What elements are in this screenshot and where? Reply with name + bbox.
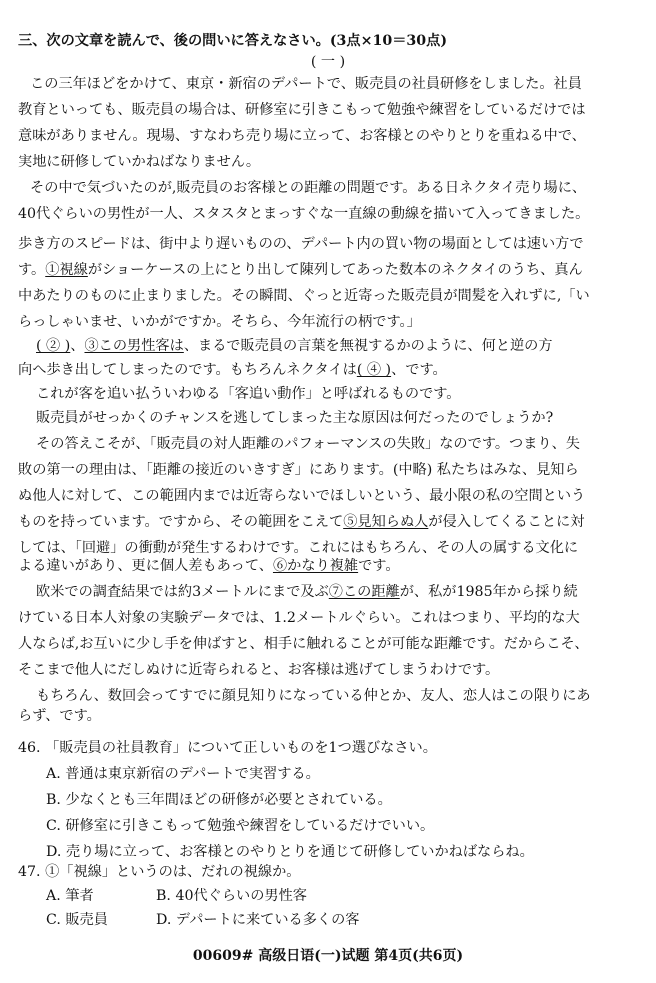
question-47-option-b: B. 40代ぐらいの男性客 bbox=[156, 888, 307, 904]
text-line: 人ならば,お互いに少し手を伸ばすと、相手に触れることが可能な距離です。だからこそ、 bbox=[18, 636, 589, 652]
text-line: これが客を追い払ういわゆる「客追い動作」と呼ばれるものです。 bbox=[36, 386, 461, 402]
text-line: 欧米での調査結果では約3メートルにまで及ぶ⑦この距離が、私が1985年から採り続 bbox=[36, 584, 578, 600]
question-47-option-a: A. 筆者 bbox=[46, 888, 94, 904]
blank-4: ( ④ ) bbox=[356, 362, 392, 378]
text-line: 敗の第一の理由は、「距離の接近のいきすぎ」にあります。(中略) 私たちはみな、見知ら bbox=[18, 462, 579, 478]
text-line: ぬ他人に対して、この範囲内までは近寄らないでほしいという、最小限の私の空間という bbox=[18, 488, 586, 504]
text-line: らっしゃいませ、いかがですか。そちら、今年流行の柄です。」 bbox=[18, 314, 421, 330]
page-footer: 00609# 高级日语(一)试题 第4页(共6页) bbox=[192, 948, 464, 964]
text-line: 歩き方のスピードは、街中より遅いものの、デパート内の買い物の場面としては速い方で bbox=[18, 236, 584, 252]
question-47-option-c: C. 販売員 bbox=[46, 912, 108, 928]
text-line: 40代ぐらいの男性が一人、スタスタとまっすぐな一直線の動線を描いて入ってきました。 bbox=[18, 206, 590, 222]
text-line: 中あたりのものに止まりました。その瞬間、ぐっと近寄った販売員が間髪を入れずに,「い bbox=[18, 288, 590, 304]
text-line: 実地に研修していかねばなりません。 bbox=[18, 154, 261, 170]
text-line: らず、です。 bbox=[18, 708, 101, 724]
question-46-option-d: D. 売り場に立って、お客様とのやりとりを通じて研修していかねばならね。 bbox=[46, 844, 534, 860]
text-line: この三年ほどをかけて、東京・新宿のデパートで、販売員の社員研修をしました。社員 bbox=[30, 76, 582, 92]
text-line: ( ② )、③この男性客は、まるで販売員の言葉を無視するかのように、何と逆の方 bbox=[36, 338, 553, 354]
text-line: その中で気づいたのが,販売員のお客様との距離の問題です。ある日ネクタイ売り場に、 bbox=[30, 180, 587, 196]
underlined-phrase-1: ①視線 bbox=[45, 262, 88, 278]
text-line: 販売員がせっかくのチャンスを逃してしまった主な原因は何だったのでしょうか? bbox=[36, 410, 554, 426]
text-line: 向へ歩き出してしまったのです。もちろんネクタイは( ④ )、です。 bbox=[18, 362, 447, 378]
text-line: 教育といっても、販売員の場合は、研修室に引きこもって勉強や練習をしているだけでは bbox=[18, 102, 586, 118]
text-line: す。①視線がショーケースの上にとり出して陳列してあった数本のネクタイのうち、真ん bbox=[18, 262, 583, 278]
text-line: もちろん、数回会ってすでに顔見知りになっている仲とか、友人、恋人はこの限りにあ bbox=[36, 688, 591, 704]
question-46-option-b: B. 少なくとも三年間ほどの研修が必要とされている。 bbox=[46, 792, 392, 808]
section-title: 三、次の文章を読んで、後の問いに答えなさい。(3点×10＝30点) bbox=[18, 33, 448, 49]
text-line: その答えこそが、「販売員の対人距離のパフォーマンスの失敗」なのです。つまり、失 bbox=[36, 436, 580, 452]
text-line: ものを持っています。ですから、その範囲をこえて⑤見知らぬ人が侵入してくることに対 bbox=[18, 514, 585, 530]
question-46-option-a: A. 普通は東京新宿のデパートで実習する。 bbox=[46, 766, 320, 782]
underlined-phrase-3: ③この男性客は bbox=[84, 338, 184, 354]
underlined-phrase-7: ⑦この距離 bbox=[328, 584, 400, 600]
question-47-option-d: D. デパートに来ている多くの客 bbox=[156, 912, 360, 928]
text-line: けている日本人対象の実験データでは、1.2メートルぐらい。これはつまり、平均的な大 bbox=[18, 610, 580, 626]
question-46-option-c: C. 研修室に引きこもって勉強や練習をしているだけでいい。 bbox=[46, 818, 435, 834]
question-47-stem: 47. ①「視線」というのは、だれの視線か。 bbox=[18, 864, 301, 880]
text-line: 意味がありません。現場、すなわち売り場に立って、お客様とのやりとりを重ねる中で、 bbox=[18, 128, 586, 144]
text-line: しては、「回避」の衝動が発生するわけです。これにはもちろん、その人の属する文化に bbox=[18, 540, 579, 556]
text-line: よる違いがあり、更に個人差もあって、⑥かなり複雑です。 bbox=[18, 558, 400, 574]
question-46-stem: 46. 「販売員の社員教育」について正しいものを1つ選びなさい。 bbox=[18, 740, 437, 756]
underlined-phrase-5: ⑤見知らぬ人 bbox=[343, 514, 429, 530]
passage-label: ( 一 ) bbox=[310, 54, 346, 70]
underlined-phrase-6: ⑥かなり複雑 bbox=[272, 558, 359, 574]
text-line: そこまで他人にだしぬけに近寄られると、お客様は逃げてしまうわけです。 bbox=[18, 662, 500, 678]
blank-2: ( ② ) bbox=[36, 338, 71, 354]
